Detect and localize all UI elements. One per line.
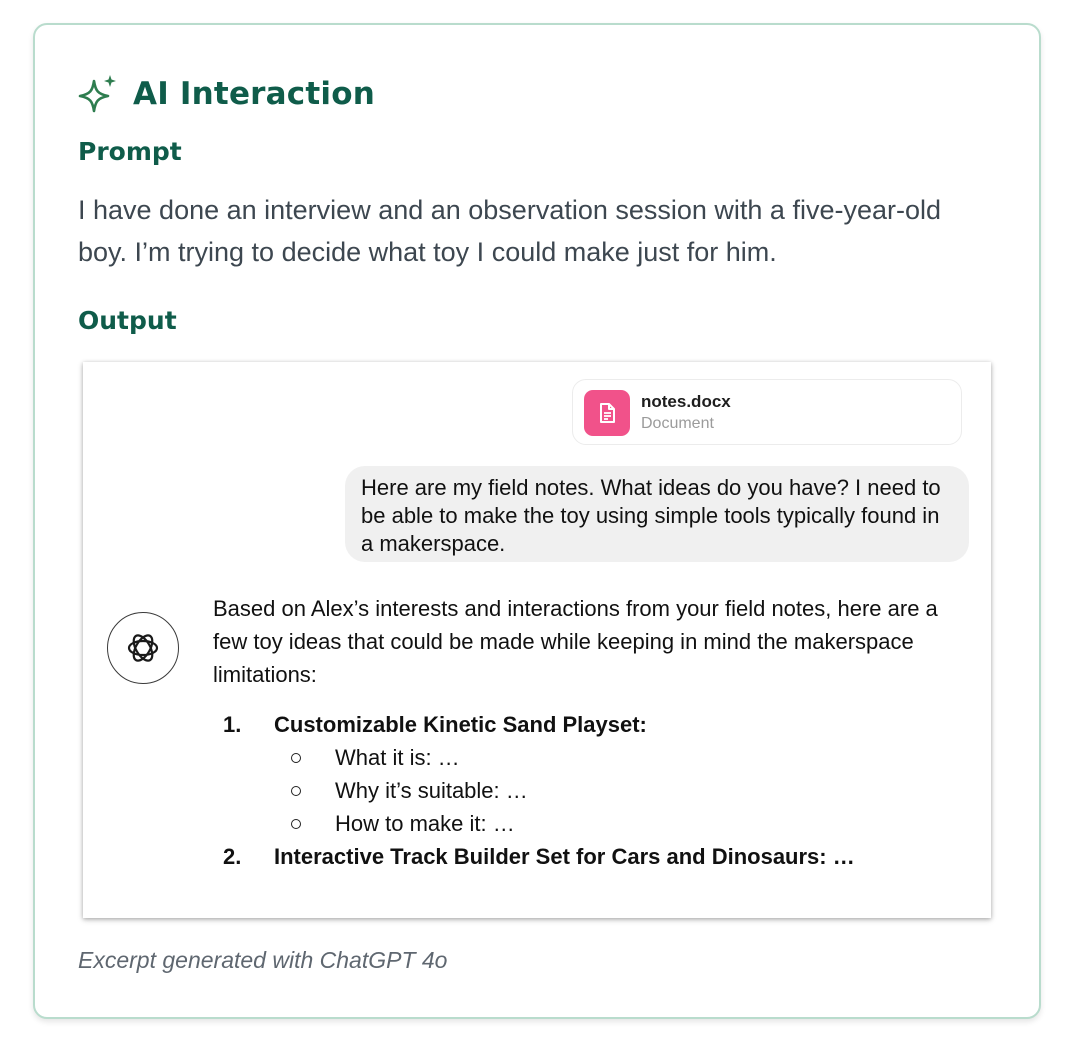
list-item-title: Customizable Kinetic Sand Playset:: [274, 711, 647, 737]
prompt-label: Prompt: [78, 137, 182, 166]
user-message-bubble: Here are my field notes. What ideas do you have? I need to be able to make the toy using simple tools typically found in a makerspace.: [345, 466, 969, 562]
sub-list-item-text: Why it’s suitable: …: [335, 777, 528, 803]
sub-list-item: [223, 774, 963, 807]
assistant-avatar: [107, 612, 179, 684]
sub-list-item: [223, 807, 963, 840]
prompt-text: I have done an interview and an observation session with a five-year-old boy. I’m trying to decide what toy I could make just for him.: [78, 195, 941, 267]
sub-list-item-text: How to make it: …: [335, 810, 515, 836]
chat-screenshot: [83, 362, 991, 918]
bullet-icon: [291, 819, 301, 829]
attachment-type: Document: [641, 415, 714, 432]
caption: Excerpt generated with ChatGPT 4o: [78, 947, 448, 973]
card-header: [77, 73, 375, 115]
sub-list-item-text: What it is: …: [335, 744, 460, 770]
bullet-icon: [291, 753, 301, 763]
card-title: AI Interaction: [133, 76, 375, 112]
attachment-name: notes.docx: [641, 392, 731, 411]
bullet-icon: [291, 786, 301, 796]
toy-ideas-list: [223, 708, 963, 873]
document-icon: [584, 390, 630, 436]
list-item: [223, 708, 963, 741]
list-item: [223, 840, 963, 873]
sparkles-icon: [77, 73, 119, 115]
list-item-number: 1.: [223, 711, 242, 737]
list-item-title: Interactive Track Builder Set for Cars and Dinosaurs: …: [274, 843, 855, 869]
assistant-intro-text: Based on Alex’s interests and interactions from your field notes, here are a few toy ideas that could be made while keeping in mind the makerspace limitations:: [213, 596, 938, 687]
output-label: Output: [78, 306, 177, 335]
list-item-number: 2.: [223, 843, 242, 869]
openai-logo-icon: [121, 626, 165, 670]
attachment-card[interactable]: [572, 379, 962, 445]
ai-interaction-card: [33, 23, 1041, 1019]
sub-list-item: [223, 741, 963, 774]
